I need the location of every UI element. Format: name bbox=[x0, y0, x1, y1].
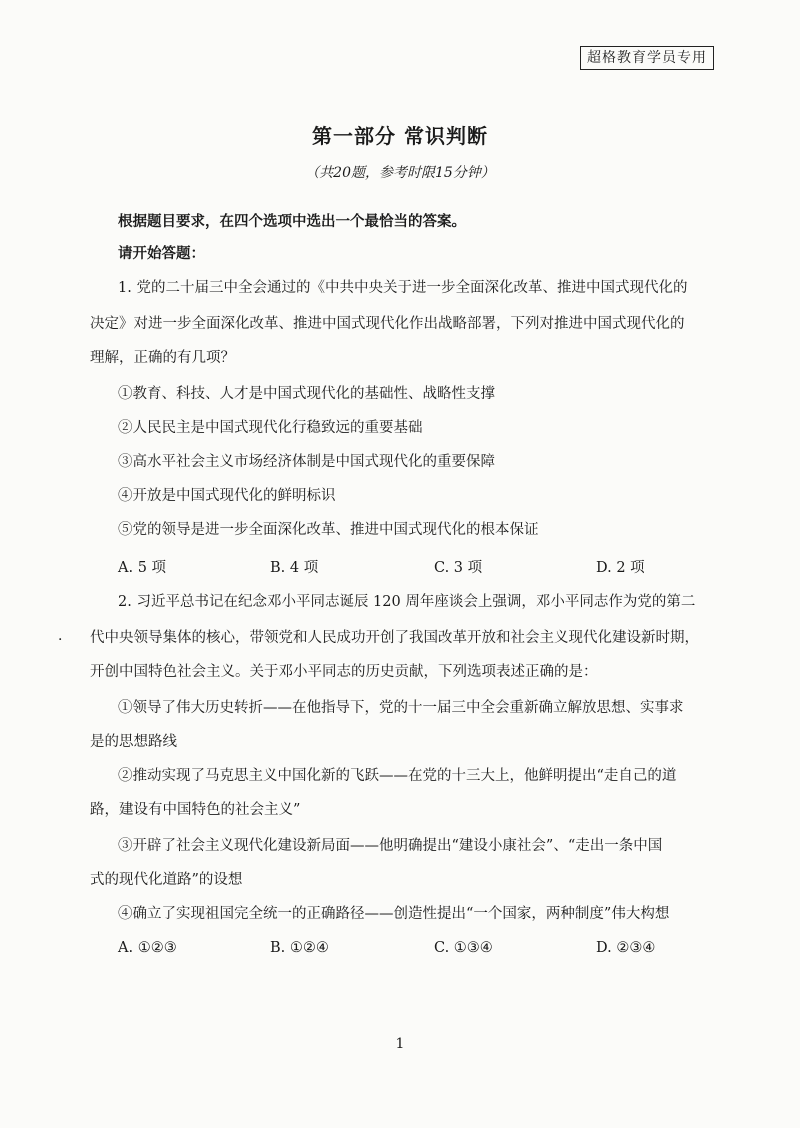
q1-statement: ②人民民主是中国式现代化行稳致远的重要基础 bbox=[118, 420, 423, 436]
q2-statement: ③开辟了社会主义现代化建设新局面——他明确提出“建设小康社会”、“走出一条中国 bbox=[118, 838, 663, 854]
start-prompt: 请开始答题： bbox=[118, 245, 205, 262]
page-number: 1 bbox=[395, 1036, 405, 1052]
page-subtitle: （共20题，参考时限15分钟） bbox=[305, 165, 495, 181]
q2-option-a: A. ①②③ bbox=[118, 940, 177, 956]
q1-statement: ⑤党的领导是进一步全面深化改革、推进中国式现代化的根本保证 bbox=[118, 522, 539, 538]
q2-statement: ①领导了伟大历史转折——在他指导下，党的十一届三中全会重新确立解放思想、实事求 bbox=[118, 700, 684, 716]
q2-statement: ④确立了实现祖国完全统一的正确路径——创造性提出“一个国家，两种制度”伟大构想 bbox=[118, 906, 670, 922]
q2-statement-cont: 式的现代化道路”的设想 bbox=[90, 872, 243, 888]
q2-statement-cont: 路，建设有中国特色的社会主义” bbox=[90, 802, 301, 818]
q1-statement: ④开放是中国式现代化的鲜明标识 bbox=[118, 488, 336, 504]
watermark-stamp: 超格教育学员专用 bbox=[580, 46, 714, 70]
q2-statement: ②推动实现了马克思主义中国化新的飞跃——在党的十三大上，他鲜明提出“走自己的道 bbox=[118, 768, 677, 784]
q1-option-c: C. 3 项 bbox=[434, 560, 483, 576]
q2-stem-line: 开创中国特色社会主义。关于邓小平同志的历史贡献，下列选项表述正确的是： bbox=[90, 664, 598, 680]
q2-statement-cont: 是的思想路线 bbox=[90, 734, 177, 750]
q2-stem-line: 2. 习近平总书记在纪念邓小平同志诞辰 120 周年座谈会上强调，邓小平同志作为党的第二 bbox=[118, 594, 696, 610]
q1-stem-line: 1. 党的二十届三中全会通过的《中共中央关于进一步全面深化改革、推进中国式现代化的 bbox=[118, 280, 688, 296]
q1-option-b: B. 4 项 bbox=[270, 560, 319, 576]
q1-option-a: A. 5 项 bbox=[118, 560, 167, 576]
q1-statement: ①教育、科技、人才是中国式现代化的基础性、战略性支撑 bbox=[118, 386, 495, 402]
q2-option-d: D. ②③④ bbox=[596, 940, 656, 956]
margin-dot: · bbox=[58, 632, 63, 648]
q1-stem-line: 决定》对进一步全面深化改革、推进中国式现代化作出战略部署，下列对推进中国式现代化的 bbox=[90, 316, 685, 332]
q1-statement: ③高水平社会主义市场经济体制是中国式现代化的重要保障 bbox=[118, 454, 495, 470]
q1-stem-line: 理解，正确的有几项？ bbox=[90, 350, 235, 366]
q2-option-b: B. ①②④ bbox=[270, 940, 329, 956]
q2-option-c: C. ①③④ bbox=[434, 940, 493, 956]
page-title: 第一部分 常识判断 bbox=[312, 124, 488, 148]
q1-option-d: D. 2 项 bbox=[596, 560, 645, 576]
instruction-text: 根据题目要求，在四个选项中选出一个最恰当的答案。 bbox=[118, 213, 466, 230]
q2-stem-line: 代中央领导集体的核心，带领党和人民成功开创了我国改革开放和社会主义现代化建设新时期， bbox=[90, 630, 699, 646]
